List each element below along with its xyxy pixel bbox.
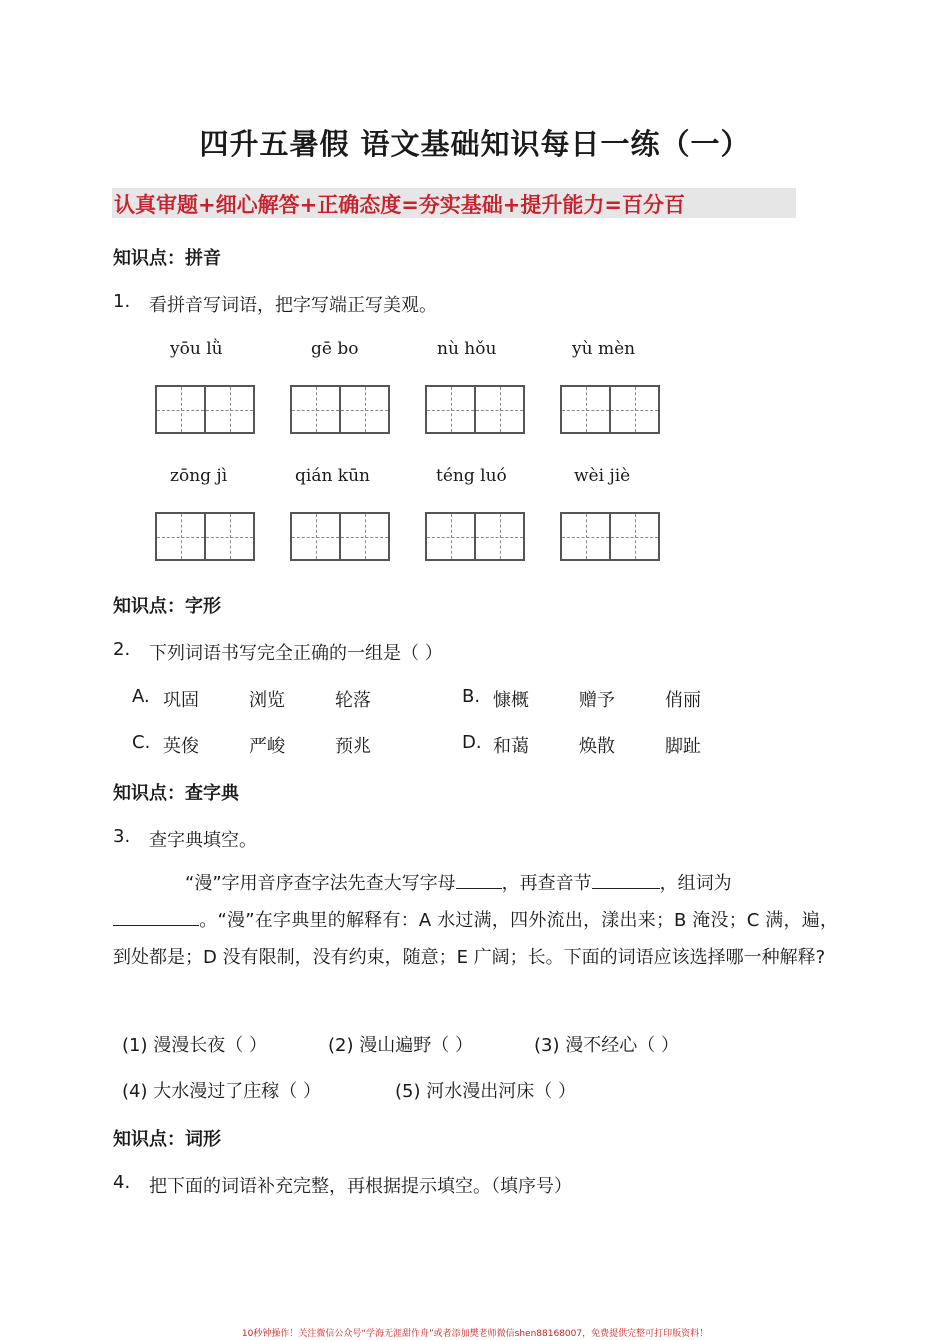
option-word: 和蔼 <box>493 736 529 757</box>
pinyin-label: yù mèn <box>572 339 636 359</box>
option-a-label[interactable]: A. <box>132 686 150 707</box>
motto-banner <box>112 188 796 218</box>
question-1-number: 1. <box>113 291 131 312</box>
paragraph-text: 。“漫”在字典里的解释有：A 水过满，四外流出，漾出来；B 淹没；C 满，遍，到处都是；D 没有限制，没有约束，随意；E 广阔；长。下面的词语应该选择哪一种解释? <box>113 910 838 968</box>
pinyin-label: zōng jì <box>170 466 228 486</box>
question-3-paragraph <box>113 865 838 976</box>
option-word: 轮落 <box>335 690 371 711</box>
writing-grid[interactable] <box>155 385 255 434</box>
knowledge-point-pinyin: 知识点：拼音 <box>113 248 221 269</box>
question-4-number: 4. <box>113 1172 131 1193</box>
page-title: 四升五暑假 语文基础知识每日一练（一） <box>199 127 751 161</box>
paragraph-text: ，组词为 <box>659 873 732 894</box>
writing-grid[interactable] <box>560 385 660 434</box>
paragraph-text: “漫”字用音序查字法先查大写字母 <box>185 873 456 894</box>
option-word: 焕散 <box>579 736 615 757</box>
option-word: 赠予 <box>579 690 615 711</box>
sub-question: (3) 漫不经心（ ） <box>534 1035 679 1056</box>
paragraph-text: ，再查音节 <box>501 873 592 894</box>
sub-question: (4) 大水漫过了庄稼（ ） <box>122 1081 321 1102</box>
writing-grid[interactable] <box>425 512 525 561</box>
question-3-text: 查字典填空。 <box>149 830 257 851</box>
knowledge-point-word-form: 知识点：词形 <box>113 1129 221 1150</box>
pinyin-label: nù hǒu <box>437 339 497 359</box>
footer-notice: 10秒钟操作！关注微信公众号“学海无涯甜作舟”或者添加樊老师微信shen88168007，免费提供完整可打印版资料！ <box>241 1329 709 1339</box>
option-d-label[interactable]: D. <box>462 732 482 753</box>
option-word: 预兆 <box>335 736 371 757</box>
blank-syllable[interactable] <box>592 870 660 889</box>
option-word: 英俊 <box>163 736 199 757</box>
pinyin-label: wèi jiè <box>574 466 631 486</box>
option-word: 巩固 <box>163 690 199 711</box>
blank-word[interactable] <box>113 907 199 926</box>
knowledge-point-dictionary: 知识点：查字典 <box>113 783 239 804</box>
question-4-text: 把下面的词语补充完整，再根据提示填空。（填序号） <box>149 1176 572 1197</box>
writing-grid[interactable] <box>290 512 390 561</box>
question-3-number: 3. <box>113 826 131 847</box>
writing-grid[interactable] <box>290 385 390 434</box>
question-2-text: 下列词语书写完全正确的一组是（ ） <box>149 643 443 664</box>
option-word: 严峻 <box>249 736 285 757</box>
writing-grid[interactable] <box>155 512 255 561</box>
option-b-label[interactable]: B. <box>462 686 481 707</box>
option-word: 俏丽 <box>665 690 701 711</box>
motto-text: 认真审题+细心解答+正确态度=夯实基础+提升能力=百分百 <box>114 193 685 217</box>
option-word: 浏览 <box>249 690 285 711</box>
sub-question: (1) 漫漫长夜（ ） <box>122 1035 267 1056</box>
question-1-text: 看拼音写词语，把字写端正写美观。 <box>149 295 437 316</box>
pinyin-label: téng luó <box>436 466 507 486</box>
sub-question: (2) 漫山遍野（ ） <box>328 1035 473 1056</box>
option-word: 脚趾 <box>665 736 701 757</box>
sub-question: (5) 河水漫出河床（ ） <box>395 1081 576 1102</box>
pinyin-label: yōu lǜ <box>170 339 223 359</box>
question-2-number: 2. <box>113 639 131 660</box>
writing-grid[interactable] <box>425 385 525 434</box>
option-c-label[interactable]: C. <box>132 732 151 753</box>
knowledge-point-glyph: 知识点：字形 <box>113 596 221 617</box>
writing-grid[interactable] <box>560 512 660 561</box>
blank-letter[interactable] <box>456 870 502 889</box>
option-word: 慷概 <box>493 690 529 711</box>
pinyin-label: qián kūn <box>295 466 371 486</box>
pinyin-label: gē bo <box>311 339 359 359</box>
